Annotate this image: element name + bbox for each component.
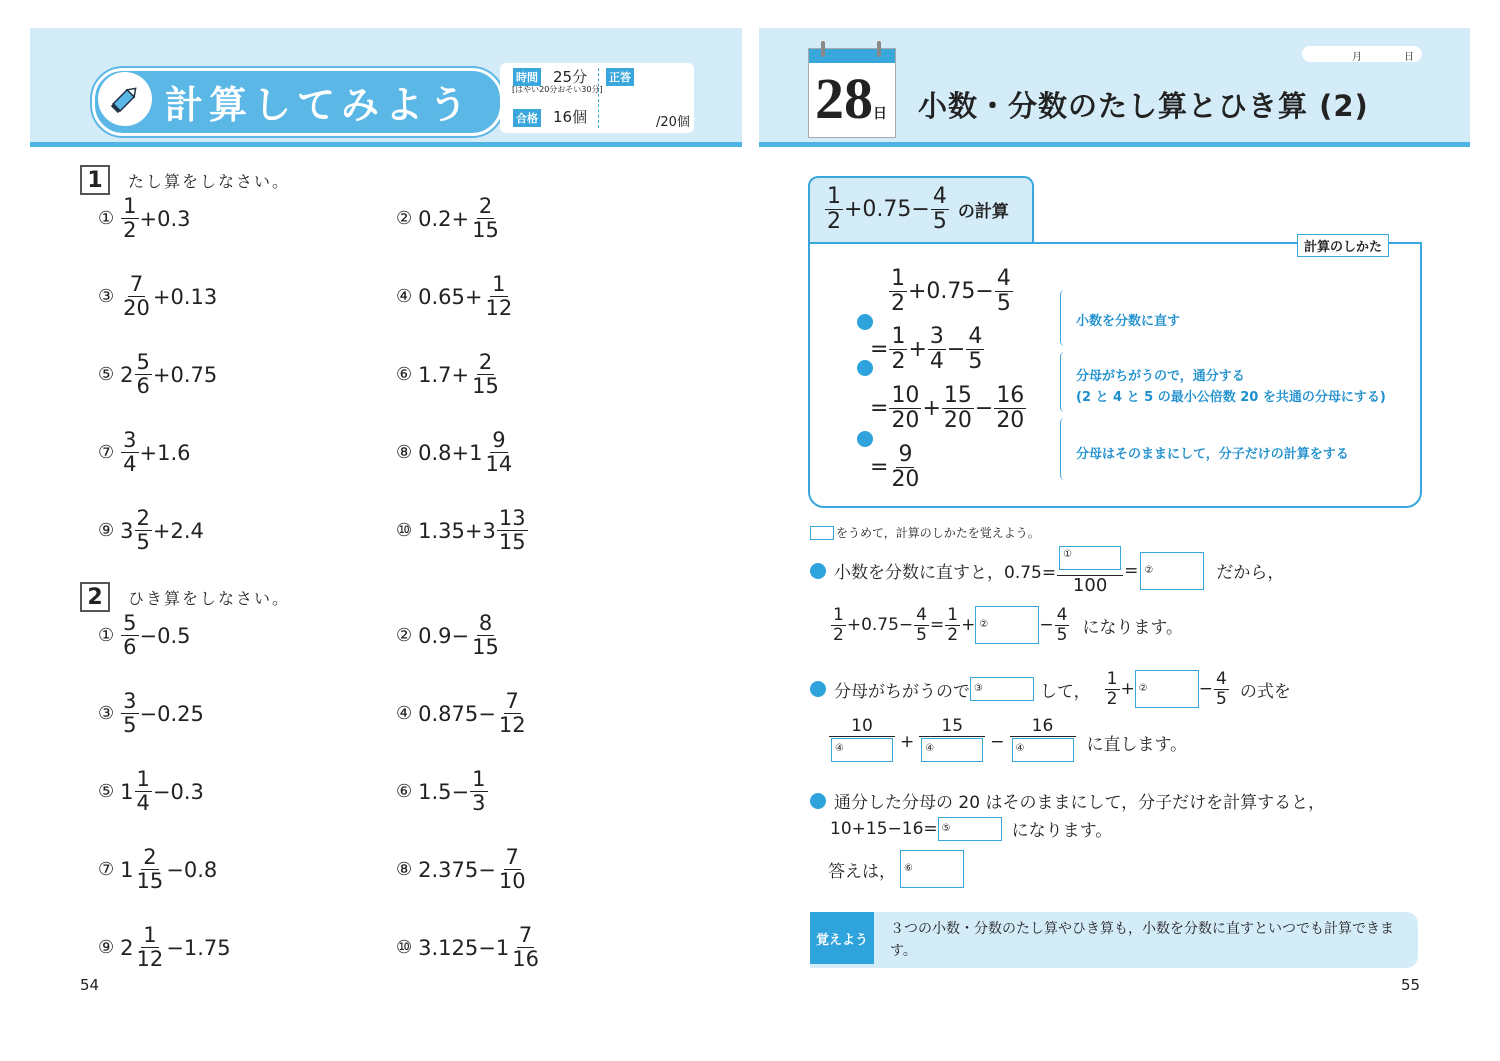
section-2-title: ひき算をしなさい。: [128, 589, 291, 608]
right-header-rule: [759, 142, 1470, 147]
problem-3: [98, 691, 204, 736]
day-unit: 日: [873, 106, 887, 122]
numerator: 2: [478, 194, 493, 218]
q1-text-c: になります。: [1082, 617, 1184, 638]
q3-line-2: [830, 816, 1112, 841]
problem-4: [396, 691, 529, 736]
remember-text: ３つの小数・分数のたし算やひき算も，小数を分数に直すといつでも計算できます。: [890, 921, 1394, 959]
problem-number: ②: [396, 208, 413, 229]
problem-10: [396, 508, 529, 553]
problem-fraction: [121, 691, 138, 736]
note-brace-3: [1060, 418, 1069, 480]
problem-number: ③: [98, 703, 115, 724]
problem-fraction: [497, 508, 528, 553]
problem-number: ⑩: [396, 520, 413, 541]
right-page-number: 55: [1401, 976, 1421, 994]
problem-suffix: −0.25: [139, 701, 204, 726]
problem-suffix: −1.75: [166, 935, 231, 960]
problem-suffix: +2.4: [152, 518, 204, 543]
numerator: 1: [123, 194, 137, 218]
section-1-number: 1: [80, 165, 110, 195]
problem-whole: 3: [482, 518, 496, 543]
problem-prefix: 0.2+: [418, 206, 470, 231]
problem-fraction: [470, 196, 501, 241]
pass-label: 合格: [513, 109, 541, 127]
note-brace-1: [1060, 290, 1069, 346]
worked-step-2: = $\frac{10}{20}$ + $\frac{15}{20}$ − $\frac{16}{20}$: [870, 383, 1025, 433]
problem-whole: 1: [469, 440, 483, 465]
problem-prefix: 1.7+: [418, 362, 470, 387]
problem-7: [98, 430, 191, 475]
denominator: 6: [136, 374, 150, 398]
date-field[interactable]: [1302, 46, 1422, 62]
blank-6[interactable]: ⑥: [900, 850, 964, 888]
numerator: 3: [123, 689, 137, 713]
q1-line-2: $\frac{1}{2}$ +0.75− $\frac{4}{5}$ = $\frac{1}{2}$ + ② − $\frac{4}{5}$ になります。: [833, 604, 1184, 645]
time-label: 時間: [513, 68, 541, 86]
problem-fraction: [135, 847, 166, 892]
correct-label: 正答: [606, 68, 634, 86]
numerator: 5: [136, 350, 150, 374]
denominator: 20: [123, 296, 150, 320]
problem-3: [98, 274, 217, 319]
denominator: 4: [136, 791, 150, 815]
numerator: 7: [505, 845, 519, 869]
problem-number: ③: [98, 286, 115, 307]
problem-fraction: [121, 274, 152, 319]
problem-6: [396, 352, 502, 397]
numerator: 2: [478, 350, 493, 374]
section-1-title: たし算をしなさい。: [128, 172, 291, 191]
denominator: 4: [123, 452, 137, 476]
time-sub: [はやい20分おそい30分]: [512, 85, 603, 94]
problem-number: ⑩: [396, 937, 413, 958]
q1-text-a: 小数を分数に直すと，0.75=: [834, 563, 1057, 583]
problem-fraction: [484, 274, 515, 319]
problem-fraction: [470, 613, 501, 658]
date-month-label: 月: [1352, 52, 1362, 63]
section-2-number: 2: [80, 582, 110, 612]
problem-prefix: 0.875−: [418, 701, 496, 726]
pass-value: 16個: [553, 108, 588, 126]
problem-number: ⑨: [98, 520, 115, 541]
instruction: [810, 524, 1040, 541]
numerator: 5: [123, 611, 137, 635]
remember-label: 覚えよう: [810, 912, 874, 964]
problem-whole: 1: [120, 857, 134, 882]
problem-number: ⑦: [98, 442, 115, 463]
denominator: 3: [472, 791, 486, 815]
problem-fraction: [135, 508, 152, 553]
left-page-title: 計算してみよう: [165, 83, 474, 127]
q2-line-2: $\frac{10}{\text{④}}$ + $\frac{15}{\text{④}}$ − $\frac{16}{\text{④}}$ に直します。: [828, 718, 1187, 766]
problem-number: ⑥: [396, 364, 413, 385]
blank-2[interactable]: ②: [1140, 552, 1204, 590]
blank-1[interactable]: ①: [1059, 546, 1121, 570]
blank-4b[interactable]: ④: [921, 738, 983, 762]
blank-3[interactable]: ③: [970, 677, 1034, 701]
blank-4a[interactable]: ④: [831, 738, 893, 762]
problem-2: [396, 613, 502, 658]
note-brace-2: [1060, 352, 1069, 412]
problem-number: ⑨: [98, 937, 115, 958]
step-3-marker-icon: [857, 431, 873, 447]
q2-text-b: して，: [1040, 681, 1091, 702]
q2-line-1: 分母がちがうので ③ して， $\frac{1}{2}$ + ② − $\frac{4}{5}$ の式を: [810, 670, 1291, 708]
q3-text-b: 10+15−16=: [830, 818, 938, 839]
problem-suffix: −0.8: [166, 857, 218, 882]
blank-2b[interactable]: ②: [975, 606, 1039, 644]
q2-text-a: 分母がちがうので: [834, 681, 970, 702]
calendar-icon: [808, 48, 896, 138]
example-expression: $\frac{1}{2}$ +0.75− $\frac{4}{5}$ の計算: [827, 184, 1009, 234]
day-number: 28: [815, 66, 873, 131]
q3-marker-icon: [810, 793, 826, 809]
q2-marker-icon: [810, 681, 826, 697]
right-page-title: 小数・分数のたし算とひき算 (2): [918, 89, 1369, 123]
step-2-marker-icon: [857, 360, 873, 376]
numerator: 1: [492, 272, 506, 296]
numerator: 7: [129, 272, 144, 296]
problem-1: [98, 196, 191, 241]
q2-text-d: に直します。: [1086, 734, 1188, 755]
denominator: 6: [123, 635, 137, 659]
problem-fraction: [510, 925, 541, 970]
problem-suffix: −0.3: [152, 779, 204, 804]
problem-6: [396, 769, 489, 814]
blank-sample: [810, 526, 834, 540]
worked-step-0: $\frac{1}{2}$ +0.75− $\frac{4}{5}$: [891, 266, 1011, 316]
numerator: 2: [136, 506, 150, 530]
numerator: 13: [498, 506, 526, 530]
blank-5[interactable]: ⑤: [938, 817, 1002, 841]
q3-line-1: [810, 788, 1325, 813]
problem-suffix: +0.3: [139, 206, 191, 231]
denominator: 15: [472, 374, 499, 398]
problem-number: ①: [98, 208, 115, 229]
problem-whole: 2: [120, 362, 134, 387]
problem-9: [98, 925, 231, 970]
q3-text-d: 答えは，: [828, 861, 896, 882]
left-page-number: 54: [80, 976, 100, 994]
problem-prefix: 0.9−: [418, 623, 470, 648]
problem-number: ⑧: [396, 442, 413, 463]
problem-10: [396, 925, 542, 970]
problem-number: ④: [396, 286, 413, 307]
denominator: 15: [472, 635, 499, 659]
numerator: 2: [143, 845, 157, 869]
problem-number: ⑤: [98, 364, 115, 385]
problem-number: ⑦: [98, 859, 115, 880]
problem-number: ④: [396, 703, 413, 724]
problem-suffix: −0.5: [139, 623, 191, 648]
problem-prefix: 1.35+: [418, 518, 483, 543]
q3-text-c: になります。: [1011, 821, 1113, 841]
problem-prefix: 0.65+: [418, 284, 483, 309]
time-value: 25分: [553, 68, 588, 86]
problem-fraction: [135, 352, 152, 397]
q3-line-3: [828, 850, 964, 888]
problem-prefix: 2.375−: [418, 857, 496, 882]
worked-step-3: = $\frac{9}{20}$: [870, 442, 920, 492]
score-total: /20個: [656, 115, 690, 130]
denominator: 15: [498, 530, 526, 554]
problem-number: ⑤: [98, 781, 115, 802]
numerator: 7: [505, 689, 519, 713]
worked-step-1: = $\frac{1}{2}$ + $\frac{3}{4}$ − $\frac{4}{5}$: [870, 324, 983, 374]
q2-text-c: の式を: [1239, 681, 1291, 702]
problem-whole: 2: [120, 935, 134, 960]
left-header-rule: [30, 142, 742, 147]
problem-fraction: [121, 613, 138, 658]
blank-4c[interactable]: ④: [1012, 738, 1074, 762]
problem-5: [98, 769, 204, 814]
problem-number: ①: [98, 625, 115, 646]
problem-whole: 3: [120, 518, 134, 543]
problem-prefix: 0.8+: [418, 440, 470, 465]
denominator: 5: [123, 713, 137, 737]
q1-line-1: 小数を分数に直すと，0.75= $\frac{\text{①}}{100}$ = ② だから，: [810, 546, 1284, 595]
numerator: 1: [136, 767, 150, 791]
numerator: 9: [492, 428, 506, 452]
problem-fraction: [135, 769, 152, 814]
denominator: 5: [136, 530, 150, 554]
note-1: 小数を分数に直す: [1076, 314, 1181, 329]
numerator: 1: [472, 767, 486, 791]
howto-label: 計算のしかた: [1297, 234, 1389, 257]
problem-fraction: [470, 352, 501, 397]
note-3: 分母はそのままにして，分子だけの計算をする: [1076, 447, 1349, 462]
numerator: 8: [478, 611, 493, 635]
problem-fraction: [484, 430, 515, 475]
denominator: 12: [485, 296, 513, 320]
problem-fraction: [497, 691, 528, 736]
denominator: 16: [512, 947, 539, 971]
step-1-marker-icon: [857, 314, 873, 330]
problem-suffix: +0.75: [152, 362, 218, 387]
denominator: 14: [485, 452, 513, 476]
problem-whole: 1: [120, 779, 134, 804]
problem-number: ⑥: [396, 781, 413, 802]
denominator: 10: [498, 869, 526, 893]
q1-marker-icon: [810, 563, 826, 579]
denominator: 15: [136, 869, 164, 893]
problem-8: [396, 847, 529, 892]
denominator: 12: [136, 947, 164, 971]
problem-7: [98, 847, 217, 892]
example-tab-suffix: の計算: [957, 202, 1009, 222]
problem-prefix: 3.125−: [418, 935, 496, 960]
problem-fraction: [135, 925, 166, 970]
denominator: 12: [498, 713, 526, 737]
problem-suffix: +1.6: [139, 440, 191, 465]
instruction-text: をうめて，計算のしかたを覚えよう。: [836, 526, 1040, 540]
denominator: 2: [123, 218, 137, 242]
denominator: 15: [472, 218, 499, 242]
note-2a: 分母がちがうので，通分する: [1076, 369, 1245, 384]
problem-whole: 1: [495, 935, 510, 960]
numerator: 3: [123, 428, 137, 452]
problem-number: ②: [396, 625, 413, 646]
date-day-label: 日: [1404, 52, 1414, 63]
problem-suffix: +0.13: [152, 284, 218, 309]
problem-8: [396, 430, 515, 475]
problem-5: [98, 352, 217, 397]
score-divider: [598, 68, 600, 128]
numerator: 7: [518, 923, 533, 947]
problem-9: [98, 508, 204, 553]
problem-fraction: [121, 430, 138, 475]
problem-fraction: [121, 196, 138, 241]
problem-fraction: [497, 847, 528, 892]
problem-2: [396, 196, 502, 241]
blank-2c[interactable]: ②: [1135, 670, 1199, 708]
note-2b: (2 と 4 と 5 の最小公倍数 20 を共通の分母にする): [1076, 390, 1386, 405]
q3-text-a: 通分した分母の 20 はそのままにして，分子だけを計算すると，: [834, 793, 1326, 813]
problem-1: [98, 613, 191, 658]
pencil-icon: [98, 72, 152, 126]
numerator: 1: [143, 923, 157, 947]
problem-number: ⑧: [396, 859, 413, 880]
problem-prefix: 1.5−: [418, 779, 470, 804]
q1-text-b: だから，: [1216, 563, 1285, 583]
problem-fraction: [470, 769, 487, 814]
problem-4: [396, 274, 515, 319]
